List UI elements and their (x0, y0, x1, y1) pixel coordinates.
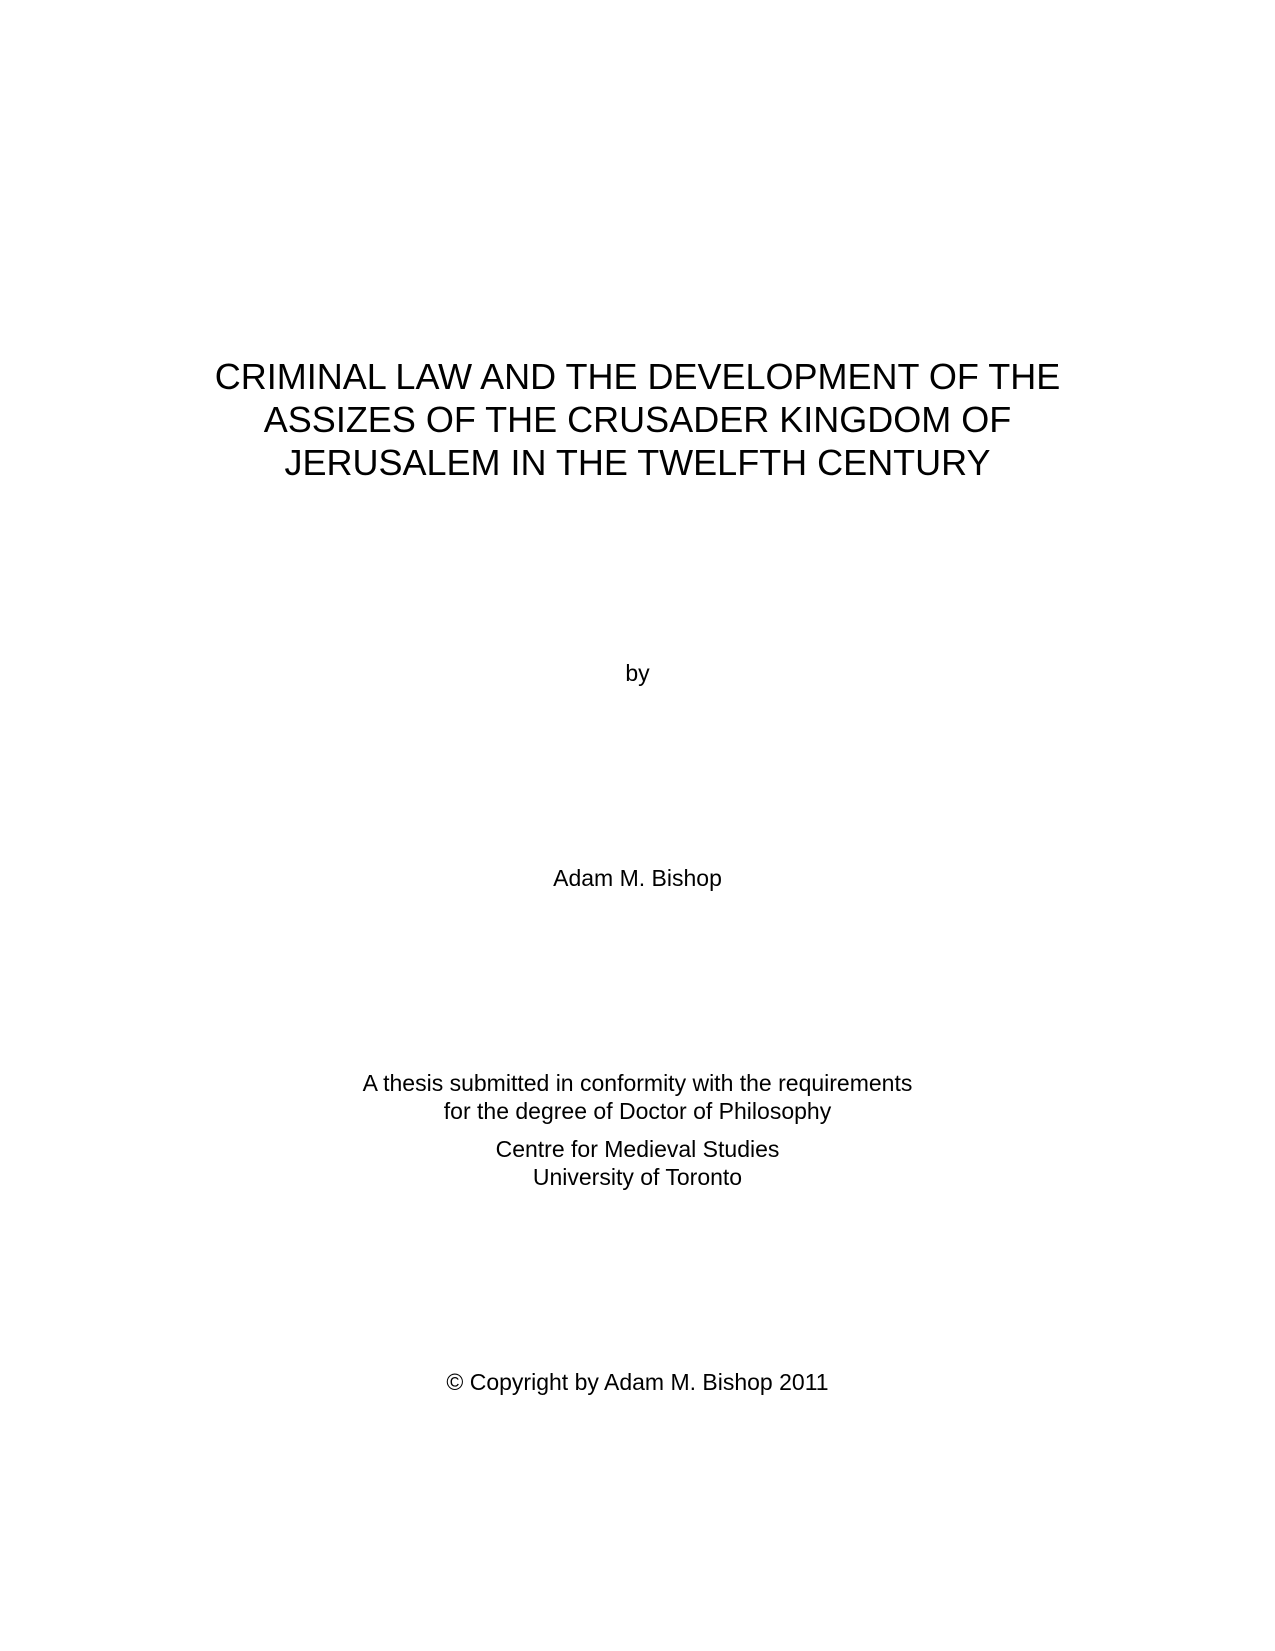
institution-line-1: Centre for Medieval Studies (495, 1136, 780, 1162)
by-label: by (625, 660, 650, 686)
title-line-2: ASSIZES OF THE CRUSADER KINGDOM OF (263, 399, 1012, 440)
author-name: Adam M. Bishop (553, 865, 722, 891)
title-line-1: CRIMINAL LAW AND THE DEVELOPMENT OF THE (214, 356, 1061, 397)
title-line-3: JERUSALEM IN THE TWELFTH CENTURY (284, 442, 991, 483)
copyright-notice: © Copyright by Adam M. Bishop 2011 (446, 1369, 829, 1395)
submission-line-2: for the degree of Doctor of Philosophy (443, 1098, 832, 1124)
submission-line-1: A thesis submitted in conformity with the requirements (362, 1070, 913, 1096)
institution-line-2: University of Toronto (532, 1164, 743, 1190)
